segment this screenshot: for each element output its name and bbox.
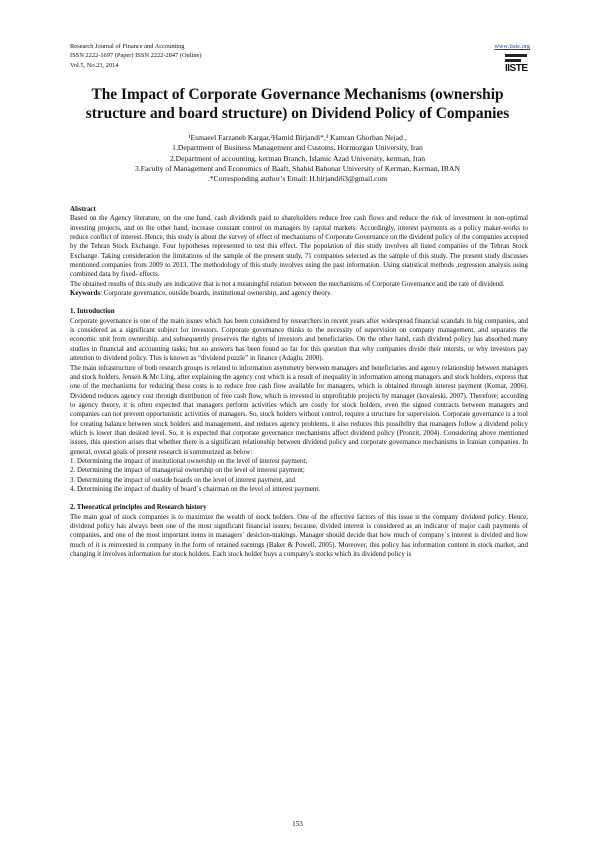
journal-volume: Vol.5, No.23, 2014 — [70, 61, 119, 69]
journal-website-link[interactable]: www.iiste.org — [494, 43, 530, 50]
keywords-text: : Corporate governance, outside boards, institutional ownership, and agency theory. — [100, 289, 332, 298]
corresponding-email: .*Corresponding author’s Email: H.birjandi63@gmail.com — [207, 174, 388, 184]
intro-paragraph-1: Corporate governance is one of the main issues which has been considered by researchers in recent years after widespread financial scandals in big companies, and is considered as a significant subject for investors. Corporate governance thinks to the necessity of supervision on company management, and separates the economic unit from ownership, and subsequently preserves the rights of investors and beneficiaries. On the other hand, cash dividend policy has absorbed many studies in financial and accounting tasks; but no answers has been found so far for this question that why companies divide their intersts, or why investors pay attention to dividend policy. This is known as “dividend puzzle” in finance (Adaglu, 2000). — [70, 316, 528, 363]
iiste-logo — [505, 54, 527, 76]
journal-issn: ISSN 2222-1697 (Paper) ISSN 2222-2847 (Online) — [70, 52, 202, 60]
keywords-line — [70, 289, 528, 298]
abstract-paragraph-2: The obtained results of this study are indicative that is not a meaningful relation between the mechanisms of Corporate Governance and the rate of dividend. — [70, 279, 505, 288]
page-number: 153 — [292, 820, 303, 828]
abstract-heading: Abstract — [70, 205, 96, 213]
intro-paragraph-2: The main infrastructure of both research groups is related to information asymmetry between managers and beneficiaries and agency relationship between managers and stock holders. Jensen & Mc Ling, after explaining the agency cost which is a result of inequality in information among managers and stock holders, express that one of the mechanisms for reducing these costs is to reduce free cash flow available for managers, which is obtained through interest payment (Komar, 2006). Dividend reduces agency cost through distribution of free cash flow, which is invested in unprofitable projects by manager (kovaleski, 2007). Therefore; according to agency theory, it is often expected that managers perform activities which are costly for stock holders, even the signed contracts between managers and companies can not prevent opportunistic activities of managers. So, stock holders without control, require a structure for supervision. Corporate governance is a tool for creating balance between stock holders and management, and reduces agency problems, it also reduces this possibility that managers follow a dividend policy which is lower than desired level. So, it is expected that corporate governance mechanisms affect dividend policy (Pronzit, 2004). Considering above mentioned issues, this question arises that whether there is a significant relationship between dividend policy and corporate governance mechanisms in Iranian companies. In general, overal goals of present research is summurized as below: — [70, 363, 528, 456]
affiliation-1: 1.Department of Business Management and Customs, Hormozgan University, Iran — [172, 143, 423, 153]
title-line-2: structure and board structure) on Dividend Policy of Companies — [85, 104, 510, 122]
authors-block — [60, 133, 535, 184]
logo-text: IISTE — [505, 63, 528, 74]
affiliation-2: 2.Department of accounting, kerman Branch, Islamic Azad University, kerman, Iran — [169, 153, 426, 163]
section-2-heading: 2. Theoratical principles and Research history — [70, 503, 207, 512]
abstract-paragraph-1: Based on the Agency literature, on the one hand, cash dividends paid to shareholders reduce free cash flows and reduce the risk of investment in non-optimal investing projects, and on the other hand, increase constant control on managers by capital markets. Accordingly, interest payments as a policy maker-works to reduce conflict of interest. Hence, this study is about the survey of effect of mechanisms of Corporate Governance on the dividend policy of the companies accepted by the Tehran Stock Exchange. Four hypotheses represented to test this effect. The population of this study involves all listed companies of the Tehran Stock Exchange. Taking consideration the limitations of the sample of the present study, 71 companies selected as the sample of this study. The present study discusses mentioned companies from 2009 to 2013. The methodology of this study involves using the past information. Using statistical methods ,regression analysis using combined data by fixed- effects. — [70, 214, 528, 279]
journal-name: Research Journal of Finance and Accounting — [70, 43, 185, 50]
affiliation-3: 3.Faculty of Management and Economics of Baaft, Shahid Bahonar University of Kerman, Kerman, IRAN — [135, 163, 460, 173]
section-2-paragraph-1: The main goal of stock companies is to maximize the wealth of stock holders. One of the effective factors of this issue is the company dividend policy. Hence, dividend policy has always been one of the most significant financial issues; because, divided interest is considered as an indicator of major cash payments of companies, and one of the most important items in managers` desicion-makings. Manager should decide that how much of company`s interest is divided and how much of it is reinvested in company in the form of retained earnings (Baker & Powell, 2005). Moreover, this policy has information content in stock market, and changing it involves information for stock holders. Each stock holder buys a company’s stocks which its dividend policy is — [70, 512, 528, 559]
paper-body — [70, 205, 528, 559]
title-line-1: The Impact of Corporate Governance Mechanisms (ownership — [91, 86, 504, 103]
goal-item-3: 3. Determining the impact of outside boards on the level of interest payment, and — [70, 475, 296, 484]
journal-header — [70, 42, 530, 74]
paper-title — [60, 86, 535, 123]
goal-item-4: 4. Determining the impact of duality of board`s chairman on the level of interest payment. — [70, 484, 321, 493]
author-names: ¹Esmaeel Farzaneh Kargar,²Hamid Birjandi*,³ Kamran Ghorban Nejad , — [188, 133, 407, 142]
intro-heading: 1. Introduction — [70, 307, 115, 316]
goal-item-2: 2. Determining the impact of managerial ownership on the level of interest payment; — [70, 466, 305, 475]
goal-item-1: 1. Determining the impact of institutional ownership on the level of interest payment; — [70, 456, 308, 465]
keywords-label: Keywords — [70, 289, 101, 298]
